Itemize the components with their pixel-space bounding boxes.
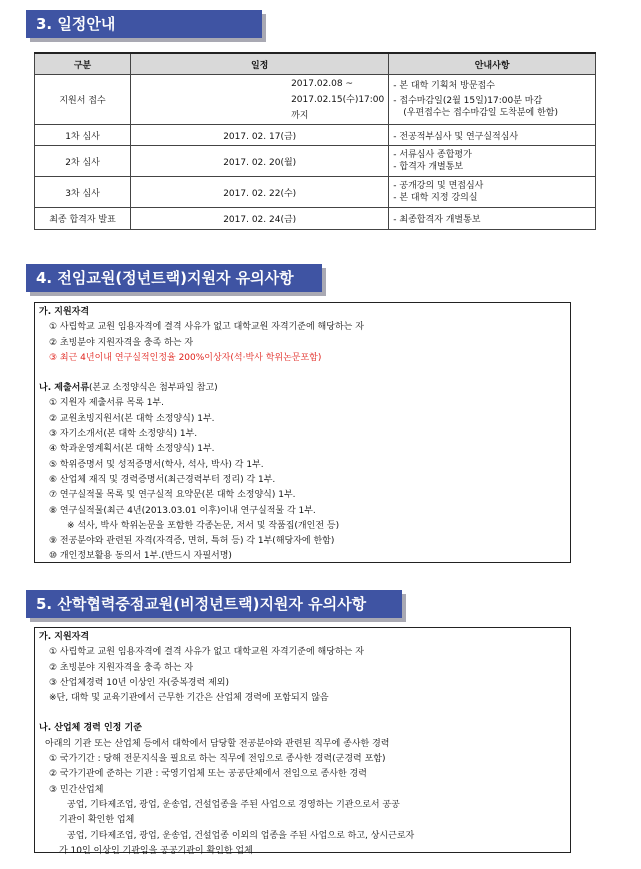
list-item: ③ 민간산업체 [49, 784, 104, 795]
section-4-header [26, 264, 322, 292]
date-line: 2017.02.08 ~ [291, 78, 354, 89]
list-item-sub: 공업, 기타제조업, 광업, 운송업, 건설업종 이외의 업종을 주된 사업으로 하고, 상시근로자 [67, 830, 415, 841]
list-item-note: ※단, 대학 및 교육기관에서 근무한 기간은 산업체 경력에 포함되지 않음 [49, 693, 329, 704]
documents-heading: 나. 제출서류 [39, 383, 90, 394]
row-dates [131, 75, 389, 125]
note-line: - 접수마감일(2월 15일)17:00분 마감 [393, 96, 543, 106]
row-notes [389, 146, 596, 177]
row-category: 1차 심사 [35, 125, 131, 146]
row-category: 최종 합격자 발표 [35, 208, 131, 230]
list-item: ② 국가기관에 준하는 기관 : 국영기업체 또는 공공단체에서 전임으로 종사한 경력 [49, 769, 367, 780]
table-row [35, 177, 596, 208]
list-item-sub: 기관이 확인한 업체 [59, 815, 135, 826]
list-item: ⑧ 연구실적물(최근 4년(2013.03.01 이후)이내 연구실적물 각 1부. [49, 505, 316, 516]
row-notes: - 최종합격자 개별통보 [389, 208, 596, 230]
spacer [39, 366, 570, 381]
list-item-note: ※ 석사, 박사 학위논문을 포함한 각종논문, 저서 및 작품집(개인전 등) [67, 520, 340, 531]
list-item: ③ 자기소개서(본 대학 소정양식) 1부. [49, 429, 198, 440]
documents-note: (본교 소정양식은 첨부파일 참고) [89, 383, 218, 394]
section-3-header [26, 10, 262, 38]
table-row [35, 208, 596, 230]
row-notes [389, 177, 596, 208]
table-row [35, 125, 596, 146]
section-4-title: 4. 전임교원(정년트랙)지원자 유의사항 [36, 269, 294, 287]
spacer [39, 706, 570, 721]
list-item: ③ 산업체경력 10년 이상인 자(중복경력 제외) [49, 677, 229, 688]
list-item: ① 국가기간 : 당해 전문지식을 필요로 하는 직무에 전임으로 종사한 경력(군경력 포함) [49, 754, 386, 765]
table-row [35, 75, 596, 125]
header-notes: 안내사항 [389, 53, 596, 75]
career-intro: 아래의 기관 또는 산업체 등에서 대학에서 담당할 전공분야와 관련된 직무에 종사한 경력 [45, 738, 390, 749]
list-item: ⑨ 전공분야와 관련된 자격(자격증, 면허, 특허 등) 각 1부(해당자에 한함) [49, 536, 335, 547]
section-5-title: 5. 산학협력중점교원(비정년트랙)지원자 유의사항 [36, 595, 367, 613]
list-item: ⑦ 연구실적물 목록 및 연구실적 요약문(본 대학 소정양식) 1부. [49, 490, 296, 501]
list-item-highlight: ③ 최근 4년이내 연구실적인정율 200%이상자(석·박사 학위논문포함) [49, 352, 322, 363]
list-item: ⑩ 개인정보활용 동의서 1부.(반드시 자필서명) [49, 551, 232, 562]
list-item: ① 사립학교 교원 임용자격에 결격 사유가 없고 대학교원 자격기준에 해당하는 자 [49, 322, 364, 333]
documents-heading-row [39, 381, 570, 396]
row-dates: 2017. 02. 24(금) [131, 208, 389, 230]
row-dates: 2017. 02. 20(월) [131, 146, 389, 177]
row-dates: 2017. 02. 22(수) [131, 177, 389, 208]
list-item: ④ 학과운영계획서(본 대학 소정양식) 1부. [49, 444, 215, 455]
list-item: ① 지원자 제출서류 목록 1부. [49, 398, 165, 409]
row-notes [389, 75, 596, 125]
section-5-header [26, 590, 402, 618]
date-line: 2017.02.15(수)17:00까지 [291, 94, 385, 121]
table-header-row [35, 53, 596, 75]
note-line: - 공개강의 및 면접심사 [393, 181, 484, 191]
note-line: - 서류심사 종합평가 [393, 150, 472, 160]
header-dates: 일정 [131, 53, 389, 75]
section-3-title: 3. 일정안내 [36, 15, 116, 33]
list-item: ② 교원초빙지원서(본 대학 소정양식) 1부. [49, 413, 215, 424]
list-item: ② 초빙분야 지원자격을 충족 하는 자 [49, 337, 194, 348]
row-category: 3차 심사 [35, 177, 131, 208]
list-item: ⑤ 학위증명서 및 성적증명서(학사, 석사, 박사) 각 1부. [49, 459, 264, 470]
list-item: ① 사립학교 교원 임용자격에 결격 사유가 없고 대학교원 자격기준에 해당하는 자 [49, 647, 364, 658]
row-category: 지원서 접수 [35, 75, 131, 125]
row-notes: - 전공적부심사 및 연구실적심사 [389, 125, 596, 146]
row-dates: 2017. 02. 17(금) [131, 125, 389, 146]
table-row [35, 146, 596, 177]
note-line: - 합격자 개별통보 [393, 162, 464, 172]
note-line: - 본 대학 지정 강의실 [393, 193, 478, 203]
career-heading: 나. 산업체 경력 인정 기준 [39, 723, 142, 734]
qualification-heading: 가. 지원자격 [39, 307, 90, 317]
list-item: ② 초빙분야 지원자격을 충족 하는 자 [49, 662, 194, 673]
section-4-box [34, 302, 571, 563]
note-line: - 본 대학 기획처 방문접수 [393, 81, 495, 91]
row-category: 2차 심사 [35, 146, 131, 177]
list-item-sub: 가 10인 이상인 기관임을 공공기관이 확인한 업체 [59, 845, 253, 856]
header-category: 구분 [35, 53, 131, 75]
list-item-sub: 공업, 기타제조업, 광업, 운송업, 건설업종을 주된 사업으로 경영하는 기관으로서 공공 [67, 799, 400, 810]
list-item: ⑥ 산업체 재직 및 경력증명서(최근경력부터 정리) 각 1부. [49, 474, 276, 485]
section-5-box [34, 627, 571, 856]
schedule-table [34, 52, 596, 230]
qualification-heading: 가. 지원자격 [39, 632, 90, 642]
note-line: (우편접수는 접수마감일 도착분에 한함) [403, 108, 558, 118]
